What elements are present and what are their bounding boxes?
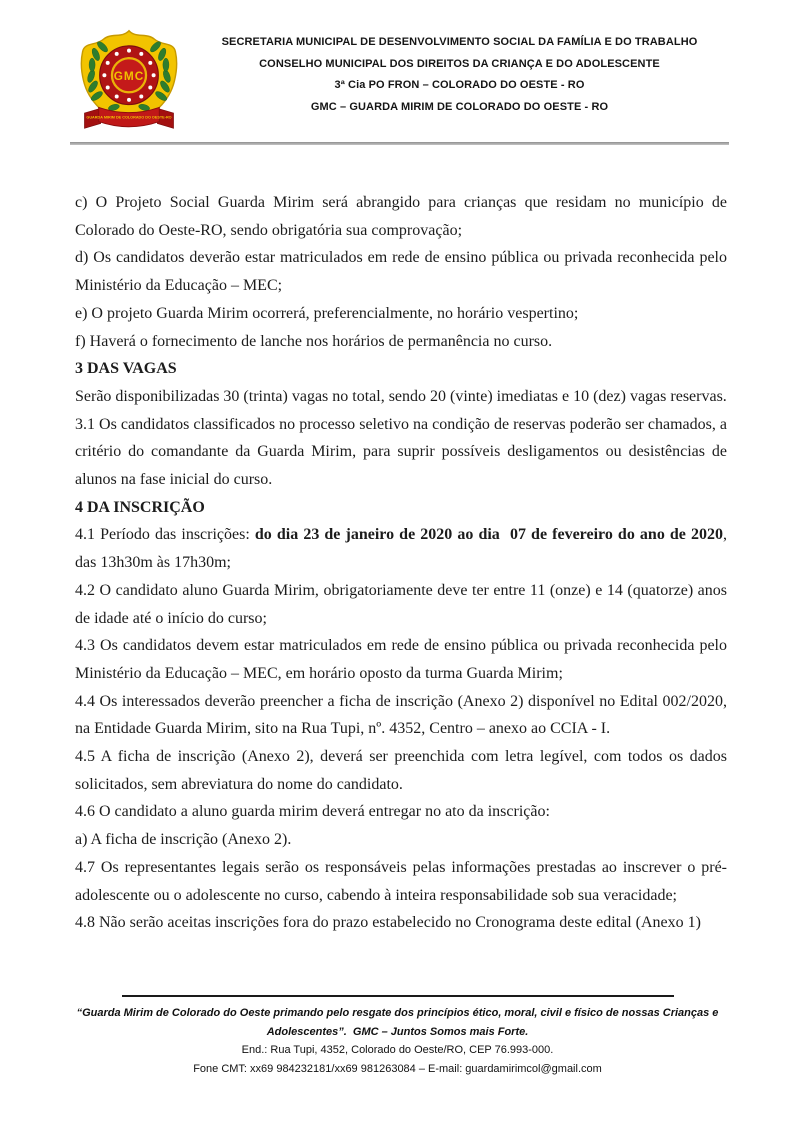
- text-run: 3 DAS VAGAS: [75, 360, 177, 378]
- header-divider: [70, 142, 729, 145]
- footer-motto: “Guarda Mirim de Colorado do Oeste primando pelo resgate dos princípios ético, moral, civil e físico de nossas Crianças e Adolescentes”. GMC – Juntos Somos mais Forte.: [76, 1007, 719, 1038]
- text-run: 4.7 Os representantes legais serão os responsáveis pelas informações prestadas ao inscrever o pré-adolescente ou o adolescente no curso, cabendo à inteira responsabilidade sob sua veracidade;: [75, 858, 727, 904]
- text-run: 4 DA INSCRIÇÃO: [75, 498, 205, 516]
- text-run: 4.4 Os interessados deverão preencher a ficha de inscrição (Anexo 2) disponível no Edital 002/2020, na Entidade Guarda Mirim, sito na Rua Tupi, nº. 4352, Centro – anexo ao CCIA - I.: [75, 692, 727, 738]
- body-paragraph: [75, 688, 727, 743]
- text-run: 4.8 Não serão aceitas inscrições fora do prazo estabelecido no Cronograma deste edital (Anexo 1): [75, 914, 701, 932]
- body-paragraph: [75, 909, 727, 937]
- logo-monogram: GMC: [113, 68, 145, 83]
- body-paragraph: [75, 244, 727, 299]
- body-paragraph: [75, 798, 727, 826]
- logo-ribbon-text: GUARDA MIRIM DE COLORADO DO OESTE-RO: [86, 115, 172, 120]
- header-line-cia: 3ª Cia PO FRON – COLORADO DO OESTE - RO: [334, 79, 585, 92]
- text-run: d) Os candidatos deverão estar matriculados em rede de ensino pública ou privada reconhecida pelo Ministério da Educação – MEC;: [75, 249, 727, 295]
- header-line-gmc: GMC – GUARDA MIRIM DE COLORADO DO OESTE - RO: [310, 101, 609, 114]
- document-body: [75, 189, 727, 937]
- text-run: 4.2 O candidato aluno Guarda Mirim, obrigatoriamente deve ter entre 11 (onze) e 14 (quatorze) anos de idade até o início do curso;: [75, 581, 727, 627]
- header-line-secretaria: SECRETARIA MUNICIPAL DE DESENVOLVIMENTO SOCIAL DA FAMÍLIA E DO TRABALHO: [221, 36, 698, 48]
- section-heading: [75, 494, 727, 522]
- footer-divider: [122, 995, 674, 997]
- body-paragraph: [75, 300, 727, 328]
- gmc-shield-icon: [72, 26, 186, 132]
- body-paragraph: [75, 411, 727, 494]
- text-run: Serão disponibilizadas 30 (trinta) vagas no total, sendo 20 (vinte) imediatas e 10 (dez) vagas reservas.: [75, 387, 727, 405]
- gmc-logo: [72, 26, 186, 132]
- text-run: c) O Projeto Social Guarda Mirim será abrangido para crianças que residam no município de Colorado do Oeste-RO, sendo obrigatória sua comprovação;: [75, 194, 727, 239]
- document-footer: [0, 995, 795, 1078]
- text-run: f) Haverá o fornecimento de lanche nos horários de permanência no curso.: [75, 332, 553, 350]
- text-run: a) A ficha de inscrição (Anexo 2).: [75, 831, 292, 849]
- body-paragraph: [75, 632, 727, 687]
- body-paragraph: [75, 383, 727, 411]
- body-paragraph: [75, 854, 727, 909]
- document-header: [0, 0, 795, 132]
- footer-contact: Fone CMT: xx69 984232181/xx69 981263084 – E-mail: guardamirimcol@gmail.com: [193, 1062, 602, 1075]
- text-run: do dia 23 de janeiro de 2020 ao dia 07 de fevereiro do ano de 2020: [254, 526, 723, 544]
- body-paragraph: [75, 189, 727, 244]
- body-paragraph: [75, 577, 727, 632]
- body-paragraph: [75, 826, 727, 854]
- text-run: , das 13h30m às 17h30m;: [75, 526, 727, 572]
- body-paragraph: [75, 743, 727, 798]
- section-heading: [75, 355, 727, 383]
- text-run: 4.3 Os candidatos devem estar matriculados em rede de ensino pública ou privada reconhecida pelo Ministério da Educação – MEC, em horário oposto da turma Guarda Mirim;: [75, 637, 727, 682]
- header-line-conselho: CONSELHO MUNICIPAL DOS DIREITOS DA CRIANÇA E DO ADOLESCENTE: [259, 57, 660, 70]
- text-run: 4.6 O candidato a aluno guarda mirim deverá entregar no ato da inscrição:: [75, 803, 550, 821]
- footer-address: End.: Rua Tupi, 4352, Colorado do Oeste/RO, CEP 76.993-000.: [241, 1044, 554, 1056]
- text-run: 3.1 Os candidatos classificados no processo seletivo na condição de reservas poderão ser chamados, a critério do comandante da Guarda Mirim, para suprir possíveis desligamentos ou desistências de alunos na fase inicial do curso.: [75, 415, 727, 489]
- text-run: 4.1 Período das inscrições:: [75, 526, 255, 544]
- body-paragraph: [75, 521, 727, 576]
- text-run: e) O projeto Guarda Mirim ocorrerá, preferencialmente, no horário vespertino;: [75, 304, 579, 322]
- body-paragraph: [75, 328, 727, 356]
- text-run: 4.5 A ficha de inscrição (Anexo 2), deverá ser preenchida com letra legível, com todos os dados solicitados, sem abreviatura do nome do candidato.: [75, 748, 727, 793]
- header-title-block: [186, 26, 733, 119]
